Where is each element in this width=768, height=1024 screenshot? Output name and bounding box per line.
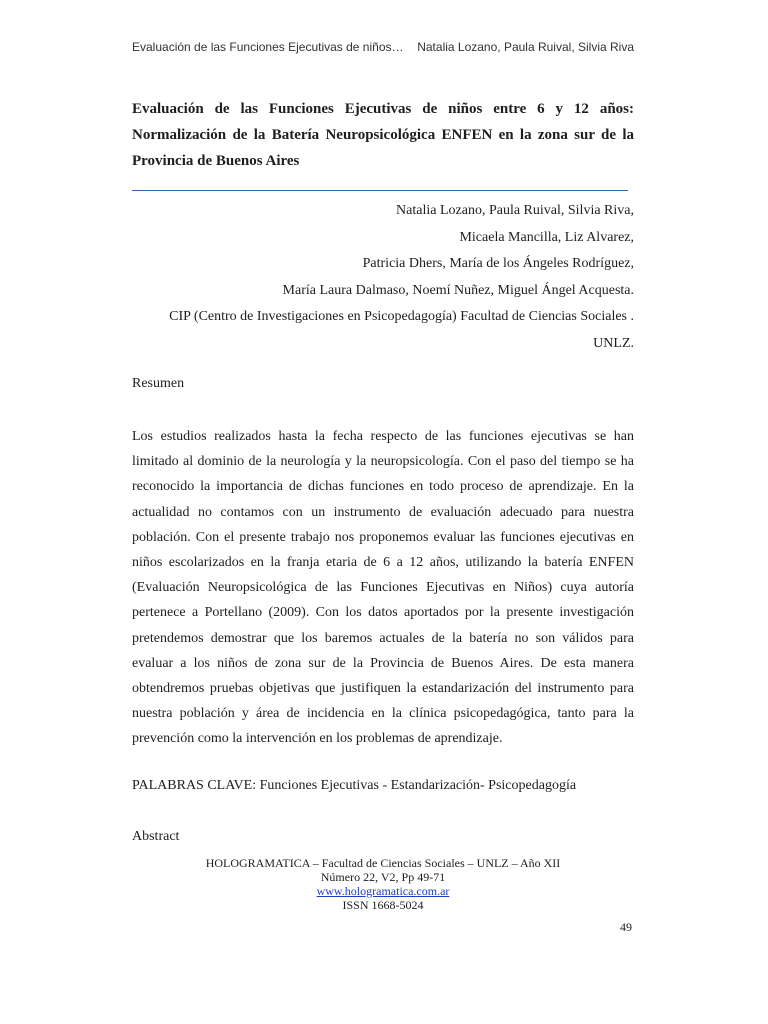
running-header-authors: Natalia Lozano, Paula Ruival, Silvia Riva (417, 40, 634, 54)
author-line: Micaela Mancilla, Liz Alvarez, (459, 229, 634, 245)
running-header (132, 40, 634, 54)
footer-website-link[interactable]: www.hologramatica.com.ar (316, 884, 450, 898)
page-footer (132, 856, 634, 912)
page-number: 49 (620, 920, 632, 934)
keywords: PALABRAS CLAVE: Funciones Ejecutivas - Estandarización- Psicopedagogía (132, 778, 577, 793)
abstract-heading: Abstract (132, 829, 180, 844)
footer-issue: Número 22, V2, Pp 49-71 (320, 870, 446, 884)
paper-title: Evaluación de las Funciones Ejecutivas de niños entre 6 y 12 años: Normalización de la Batería Neuropsicológica ENFEN en la zona sur de la Provincia de Buenos Aires (132, 101, 634, 169)
footer-issn: ISSN 1668-5024 (342, 898, 424, 912)
author-line: Natalia Lozano, Paula Ruival, Silvia Riva, (396, 203, 634, 218)
resumen-body: Los estudios realizados hasta la fecha respecto de las funciones ejecutivas se han limitado al dominio de la neurología y la neuropsicología. Con el paso del tiempo se ha reconocido la importancia de dichas funciones en todo proceso de aprendizaje. En la actualidad no contamos con un instrumento de evaluación adecuado para nuestra población. Con el presente trabajo nos proponemos evaluar las funciones ejecutivas en niños escolarizados en la franja etaria de 6 a 12 años, utilizando la batería ENFEN (Evaluación Neuropsicológica de las Funciones Ejecutivas en Niños) cuya autoría pertenece a Portellano (2009). Con los datos aportados por la presente investigación pretendemos demostrar que los baremos actuales de la batería no son válidos para evaluar a los niños de zona sur de la Provincia de Buenos Aires. De esta manera obtendremos pruebas objetivas que justifiquen la estandarización del instrumento para nuestra población y área de incidencia en la clínica psicopedagógica, tanto para la prevención como la intervención en los problemas de aprendizaje. (132, 429, 634, 747)
author-block (132, 198, 634, 357)
running-header-title: Evaluación de las Funciones Ejecutivas de niños… (132, 40, 404, 54)
title-divider (132, 190, 628, 191)
author-line: María Laura Dalmaso, Noemí Nuñez, Miguel Ángel Acquesta. (282, 282, 634, 298)
resumen-heading: Resumen (132, 376, 185, 391)
affiliation-line: UNLZ. (593, 335, 634, 351)
affiliation-line: CIP (Centro de Investigaciones en Psicopedagogía) Facultad de Ciencias Sociales . (169, 309, 634, 324)
author-line: Patricia Dhers, María de los Ángeles Rodríguez, (362, 256, 634, 271)
footer-journal: HOLOGRAMATICA – Facultad de Ciencias Sociales – UNLZ – Año XII (205, 856, 561, 870)
